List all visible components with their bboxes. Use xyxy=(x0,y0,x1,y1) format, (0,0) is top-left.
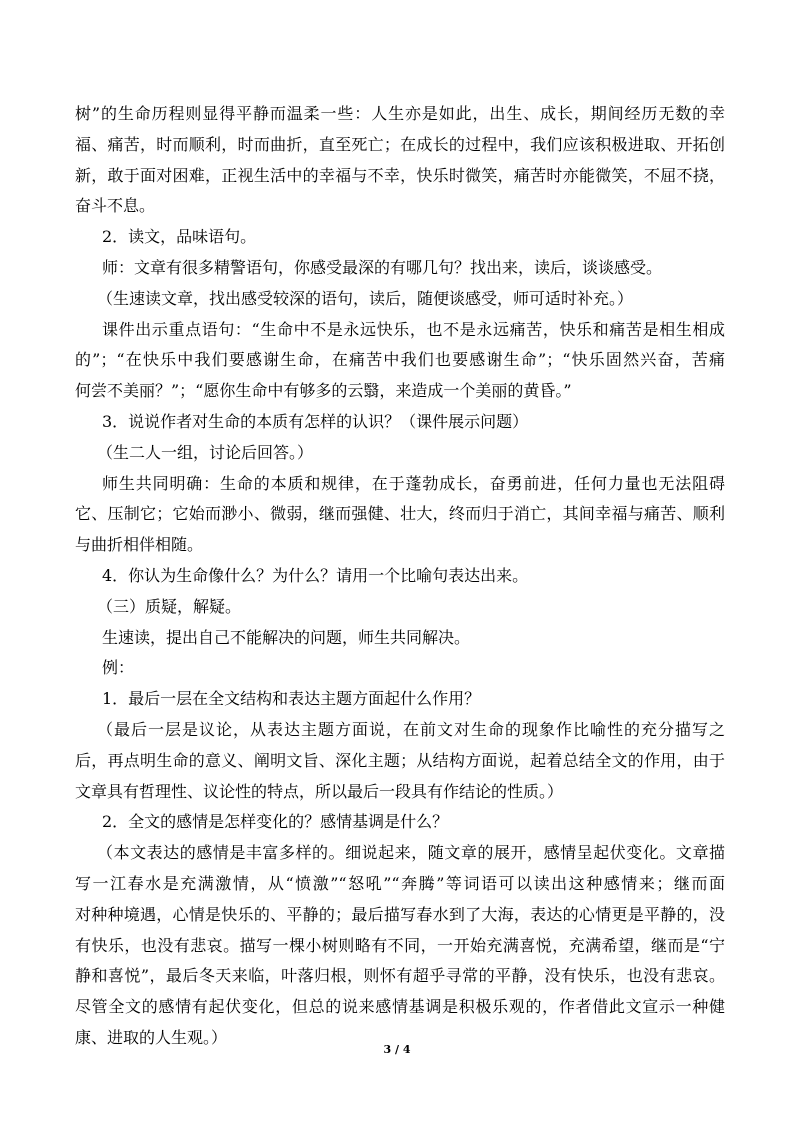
text-line: 2．读文，品味语句。 xyxy=(102,227,257,247)
text-line: （三）质疑，解疑。 xyxy=(97,596,242,616)
text-line: 静和喜悦”，最后冬天来临，叶落归根，则怀有超乎寻常的平静，没有快乐，也没有悲哀。 xyxy=(75,966,725,986)
text-line: 奋斗不息。 xyxy=(75,196,156,216)
text-line: 2．全文的感情是怎样变化的？感情基调是什么？ xyxy=(102,812,449,832)
text-line: （生二人一组，讨论后回答。） xyxy=(97,442,314,462)
text-line: 新，敢于面对困难，正视生活中的幸福与不幸，快乐时微笑，痛苦时亦能微笑，不屈不挠， xyxy=(75,165,725,185)
text-line: 生速读，提出自己不能解决的问题，师生共同解决。 xyxy=(102,627,471,647)
text-line: 何尝不美丽？”；“愿你生命中有够多的云翳，来造成一个美丽的黄昏。” xyxy=(75,381,572,401)
text-line: （最后一层是议论，从表达主题方面说，在前文对生命的现象作比喻性的充分描写之 xyxy=(97,719,725,739)
page-number: 3 / 4 xyxy=(383,1043,411,1056)
text-line: 1．最后一层在全文结构和表达主题方面起什么作用？ xyxy=(102,689,481,709)
text-line: 尽管全文的感情有起伏变化，但总的说来感情基调是积极乐观的，作者借此文宣示一种健 xyxy=(75,997,725,1017)
text-line: 康、进取的人生观。） xyxy=(75,1027,228,1047)
text-line: 后，再点明生命的意义、阐明文旨、深化主题；从结构方面说，起着总结全文的作用，由于 xyxy=(75,750,725,770)
text-line: 写一江春水是充满激情，从“愤激”“怒吼”“奔腾”等词语可以读出这种感情来；继而面 xyxy=(75,873,725,893)
text-line: 树”的生命历程则显得平静而温柔一些：人生亦是如此，出生、成长，期间经历无数的幸 xyxy=(75,104,725,123)
text-line: （本文表达的感情是丰富多样的。细说起来，随文章的展开，感情呈起伏变化。文章描 xyxy=(97,843,725,863)
text-line: 师：文章有很多精警语句，你感受最深的有哪几句？找出来，读后，谈谈感受。 xyxy=(102,257,663,277)
text-line: 它、压制它；它始而渺小、微弱，继而强健、壮大，终而归于消亡，其间幸福与痛苦、顺利 xyxy=(75,504,725,524)
text-line: 师生共同明确：生命的本质和规律，在于蓬勃成长，奋勇前进，任何力量也无法阻碍 xyxy=(102,473,725,493)
text-line: 对种种境遇，心情是快乐的、平静的；最后描写春水到了大海，表达的心情更是平静的，没 xyxy=(75,904,725,924)
document-body xyxy=(75,99,725,1054)
text-line: 福、痛苦，时而顺利，时而曲折，直至死亡；在成长的过程中，我们应该积极进取、开拓创 xyxy=(75,134,725,154)
text-line: 3．说说作者对生命的本质有怎样的认识？（课件展示问题） xyxy=(102,411,529,431)
text-line: （生速读文章，找出感受较深的语句，读后，随便谈感受，师可适时补充。） xyxy=(97,288,634,308)
text-line: 的”；“在快乐中我们要感谢生命，在痛苦中我们也要感谢生命”；“快乐固然兴奋，苦痛 xyxy=(75,350,725,370)
text-line: 例： xyxy=(102,658,135,678)
text-line: 与曲折相伴相随。 xyxy=(75,535,204,555)
text-line: 文章具有哲理性、议论性的特点，所以最后一段具有作结论的性质。） xyxy=(75,781,564,801)
text-line: 有快乐，也没有悲哀。描写一棵小树则略有不同，一开始充满喜悦，充满希望，继而是“宁 xyxy=(75,935,725,955)
text-line: 4．你认为生命像什么？为什么？请用一个比喻句表达出来。 xyxy=(102,565,529,585)
text-line: 课件出示重点语句：“生命中不是永远快乐，也不是永远痛苦，快乐和痛苦是相生相成 xyxy=(102,319,725,339)
